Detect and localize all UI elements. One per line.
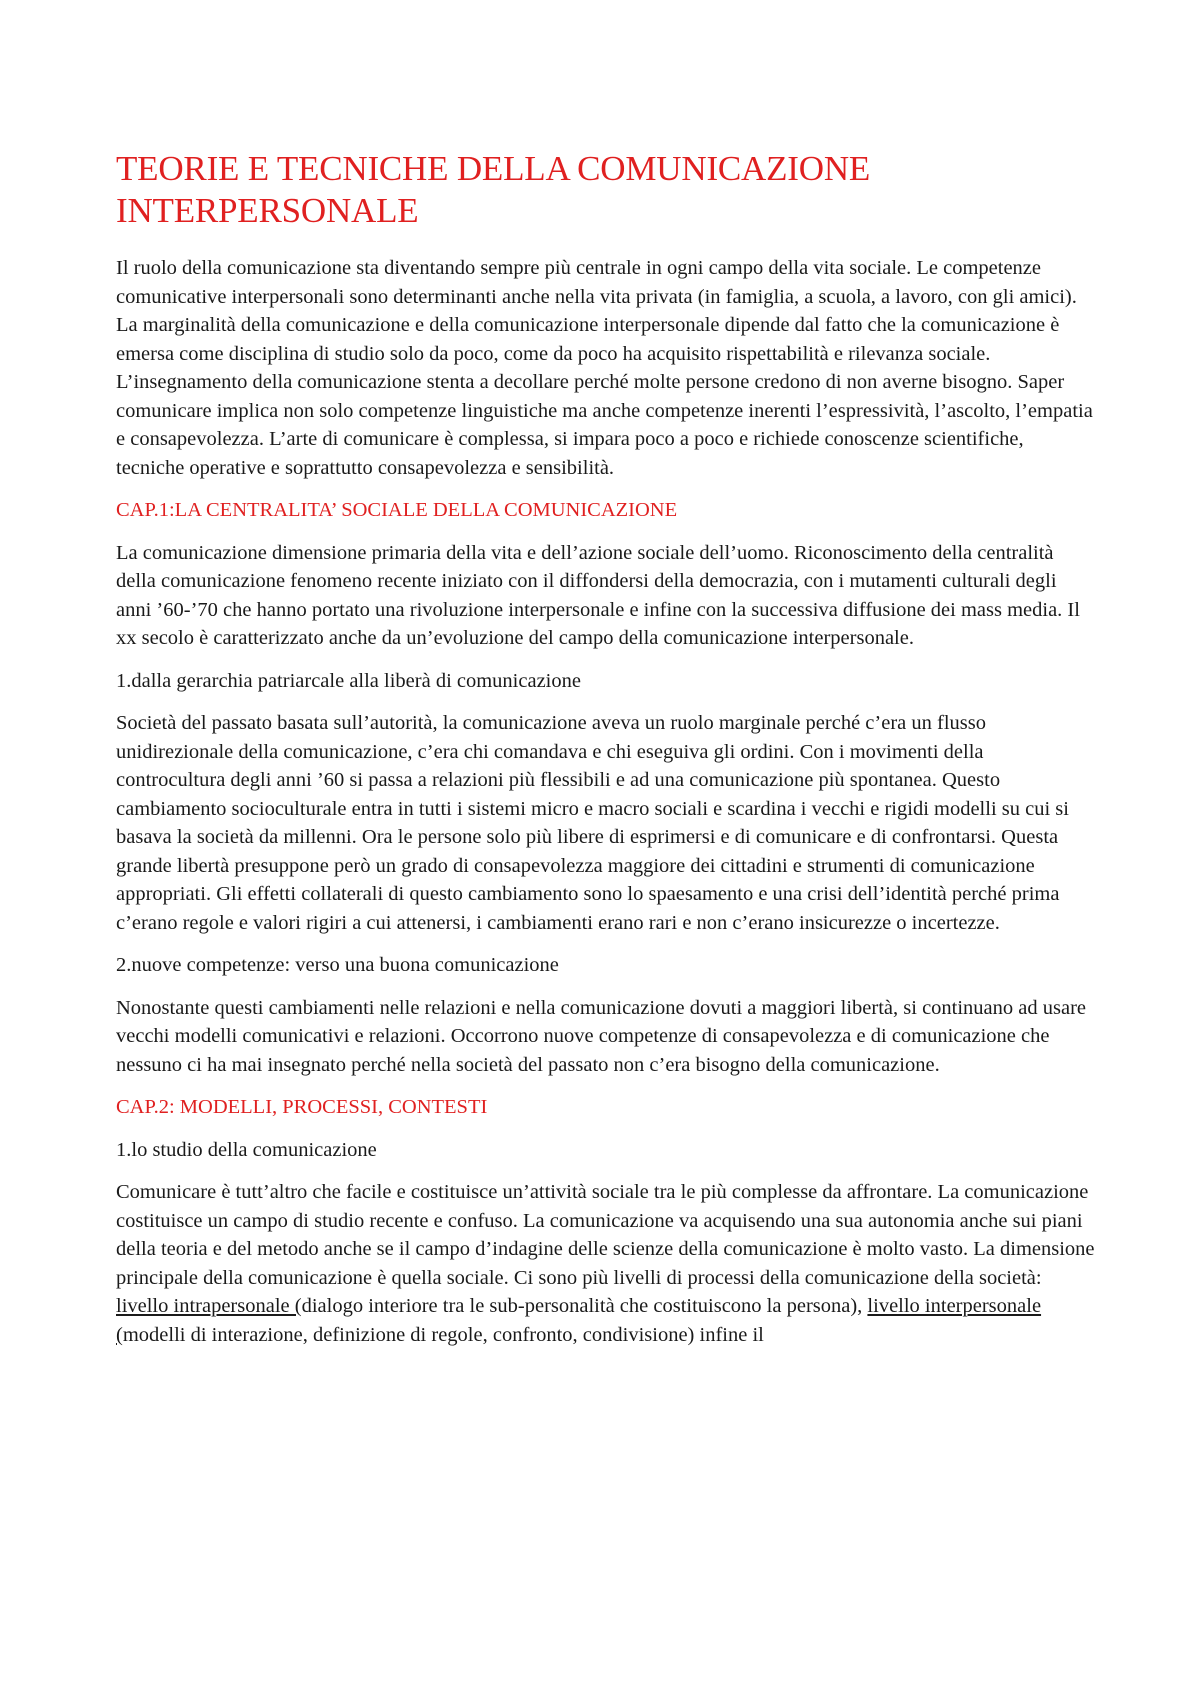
section-1-1-heading: 1.dalla gerarchia patriarcale alla liberà di comunicazione (116, 669, 581, 692)
chapter-1-intro: La comunicazione dimensione primaria della vita e dell’azione sociale dell’uomo. Riconoscimento della centralità della comunicazione fenomeno recente iniziato con il diffondersi della democrazia, con i mutamenti culturali degli anni ’60-’70 che hanno portato una rivoluzione interpersonale e infine con la successiva diffusione dei mass media. Il xx secolo è caratterizzato anche da un’evoluzione del campo della comunicazione interpersonale. (116, 541, 1080, 649)
chapter-2-heading: CAP.2: MODELLI, PROCESSI, CONTESTI (116, 1096, 488, 1118)
section-2-1-heading: 1.lo studio della comunicazione (116, 1138, 377, 1161)
chapter-1-heading: CAP.1:LA CENTRALITA’ SOCIALE DELLA COMUNICAZIONE (116, 499, 678, 521)
level-interpersonal-label: livello interpersonale ( (116, 1295, 1042, 1346)
document-page (116, 148, 1096, 1363)
section-1-2-heading: 2.nuove competenze: verso una buona comunicazione (116, 954, 559, 976)
document-title: TEORIE E TECNICHE DELLA COMUNICAZIONE INTERPERSONALE (116, 149, 871, 230)
intro-paragraph: Il ruolo della comunicazione sta diventando sempre più centrale in ogni campo della vita sociale. Le competenze comunicative interpersonali sono determinanti anche nella vita privata (in famiglia, a scuola, a lavoro, con gli amici). La marginalità della comunicazione e della comunicazione interpersonale dipende dal fatto che la comunicazione è emersa come disciplina di studio solo da poco, come da poco ha acquisito rispettabilità e rilevanza sociale. L’insegnamento della comunicazione stenta a decollare perché molte persone credono di non averne bisogno. Saper comunicare implica non solo competenze linguistiche ma anche competenze inerenti l’espressività, l’ascolto, l’empatia e consapevolezza. L’arte di comunicare è complessa, si impara poco a poco e richiede conoscenze scientifiche, tecniche operative e soprattutto consapevolezza e sensibilità. (116, 257, 1093, 479)
section-2-1-text-b: dialogo interiore tra le sub-personalità che costituiscono la persona), (301, 1295, 868, 1317)
section-2-1-text-c: modelli di interazione, definizione di regole, confronto, condivisione) infine il (122, 1323, 764, 1346)
level-intrapersonal-label: livello intrapersonale ( (116, 1295, 302, 1317)
section-1-2-text: Nonostante questi cambiamenti nelle relazioni e nella comunicazione dovuti a maggiori libertà, si continuano ad usare vecchi modelli comunicativi e relazioni. Occorrono nuove competenze di consapevolezza e di comunicazione che nessuno ci ha mai insegnato perché nella società del passato non c’era bisogno della comunicazione. (116, 996, 1087, 1076)
section-1-1-text: Società del passato basata sull’autorità, la comunicazione aveva un ruolo marginale perché c’era un flusso unidirezionale della comunicazione, c’era chi comandava e chi eseguiva gli ordini. Con i movimenti della controcultura degli anni ’60 si passa a relazioni più flessibili e ad una comunicazione più spontanea. Questo cambiamento socioculturale entra in tutti i sistemi micro e macro sociali e scardina i vecchi e rigidi modelli su cui si basava la società da millenni. Ora le persone solo più libere di esprimersi e di comunicare e di confrontarsi. Questa grande libertà presuppone però un grado di consapevolezza maggiore dei cittadini e strumenti di comunicazione appropriati. Gli effetti collaterali di questo cambiamento sono lo spaesamento e una crisi dell’identità perché prima c’erano regole e valori rigiri a cui attenersi, i cambiamenti erano rari e non c’erano insicurezze o incertezze. (116, 712, 1069, 934)
section-2-1-text-a: Comunicare è tutt’altro che facile e costituisce un’attività sociale tra le più complesse da affrontare. La comunicazione costituisce un campo di studio recente e confuso. La comunicazione va acquisendo una sua autonomia anche sui piani della teoria e del metodo anche se il campo d’indagine delle scienze della comunicazione è molto vasto. La dimensione principale della comunicazione è quella sociale. Ci sono più livelli di processi della comunicazione della società: (116, 1181, 1095, 1289)
section-2-1-text (116, 1178, 1096, 1349)
